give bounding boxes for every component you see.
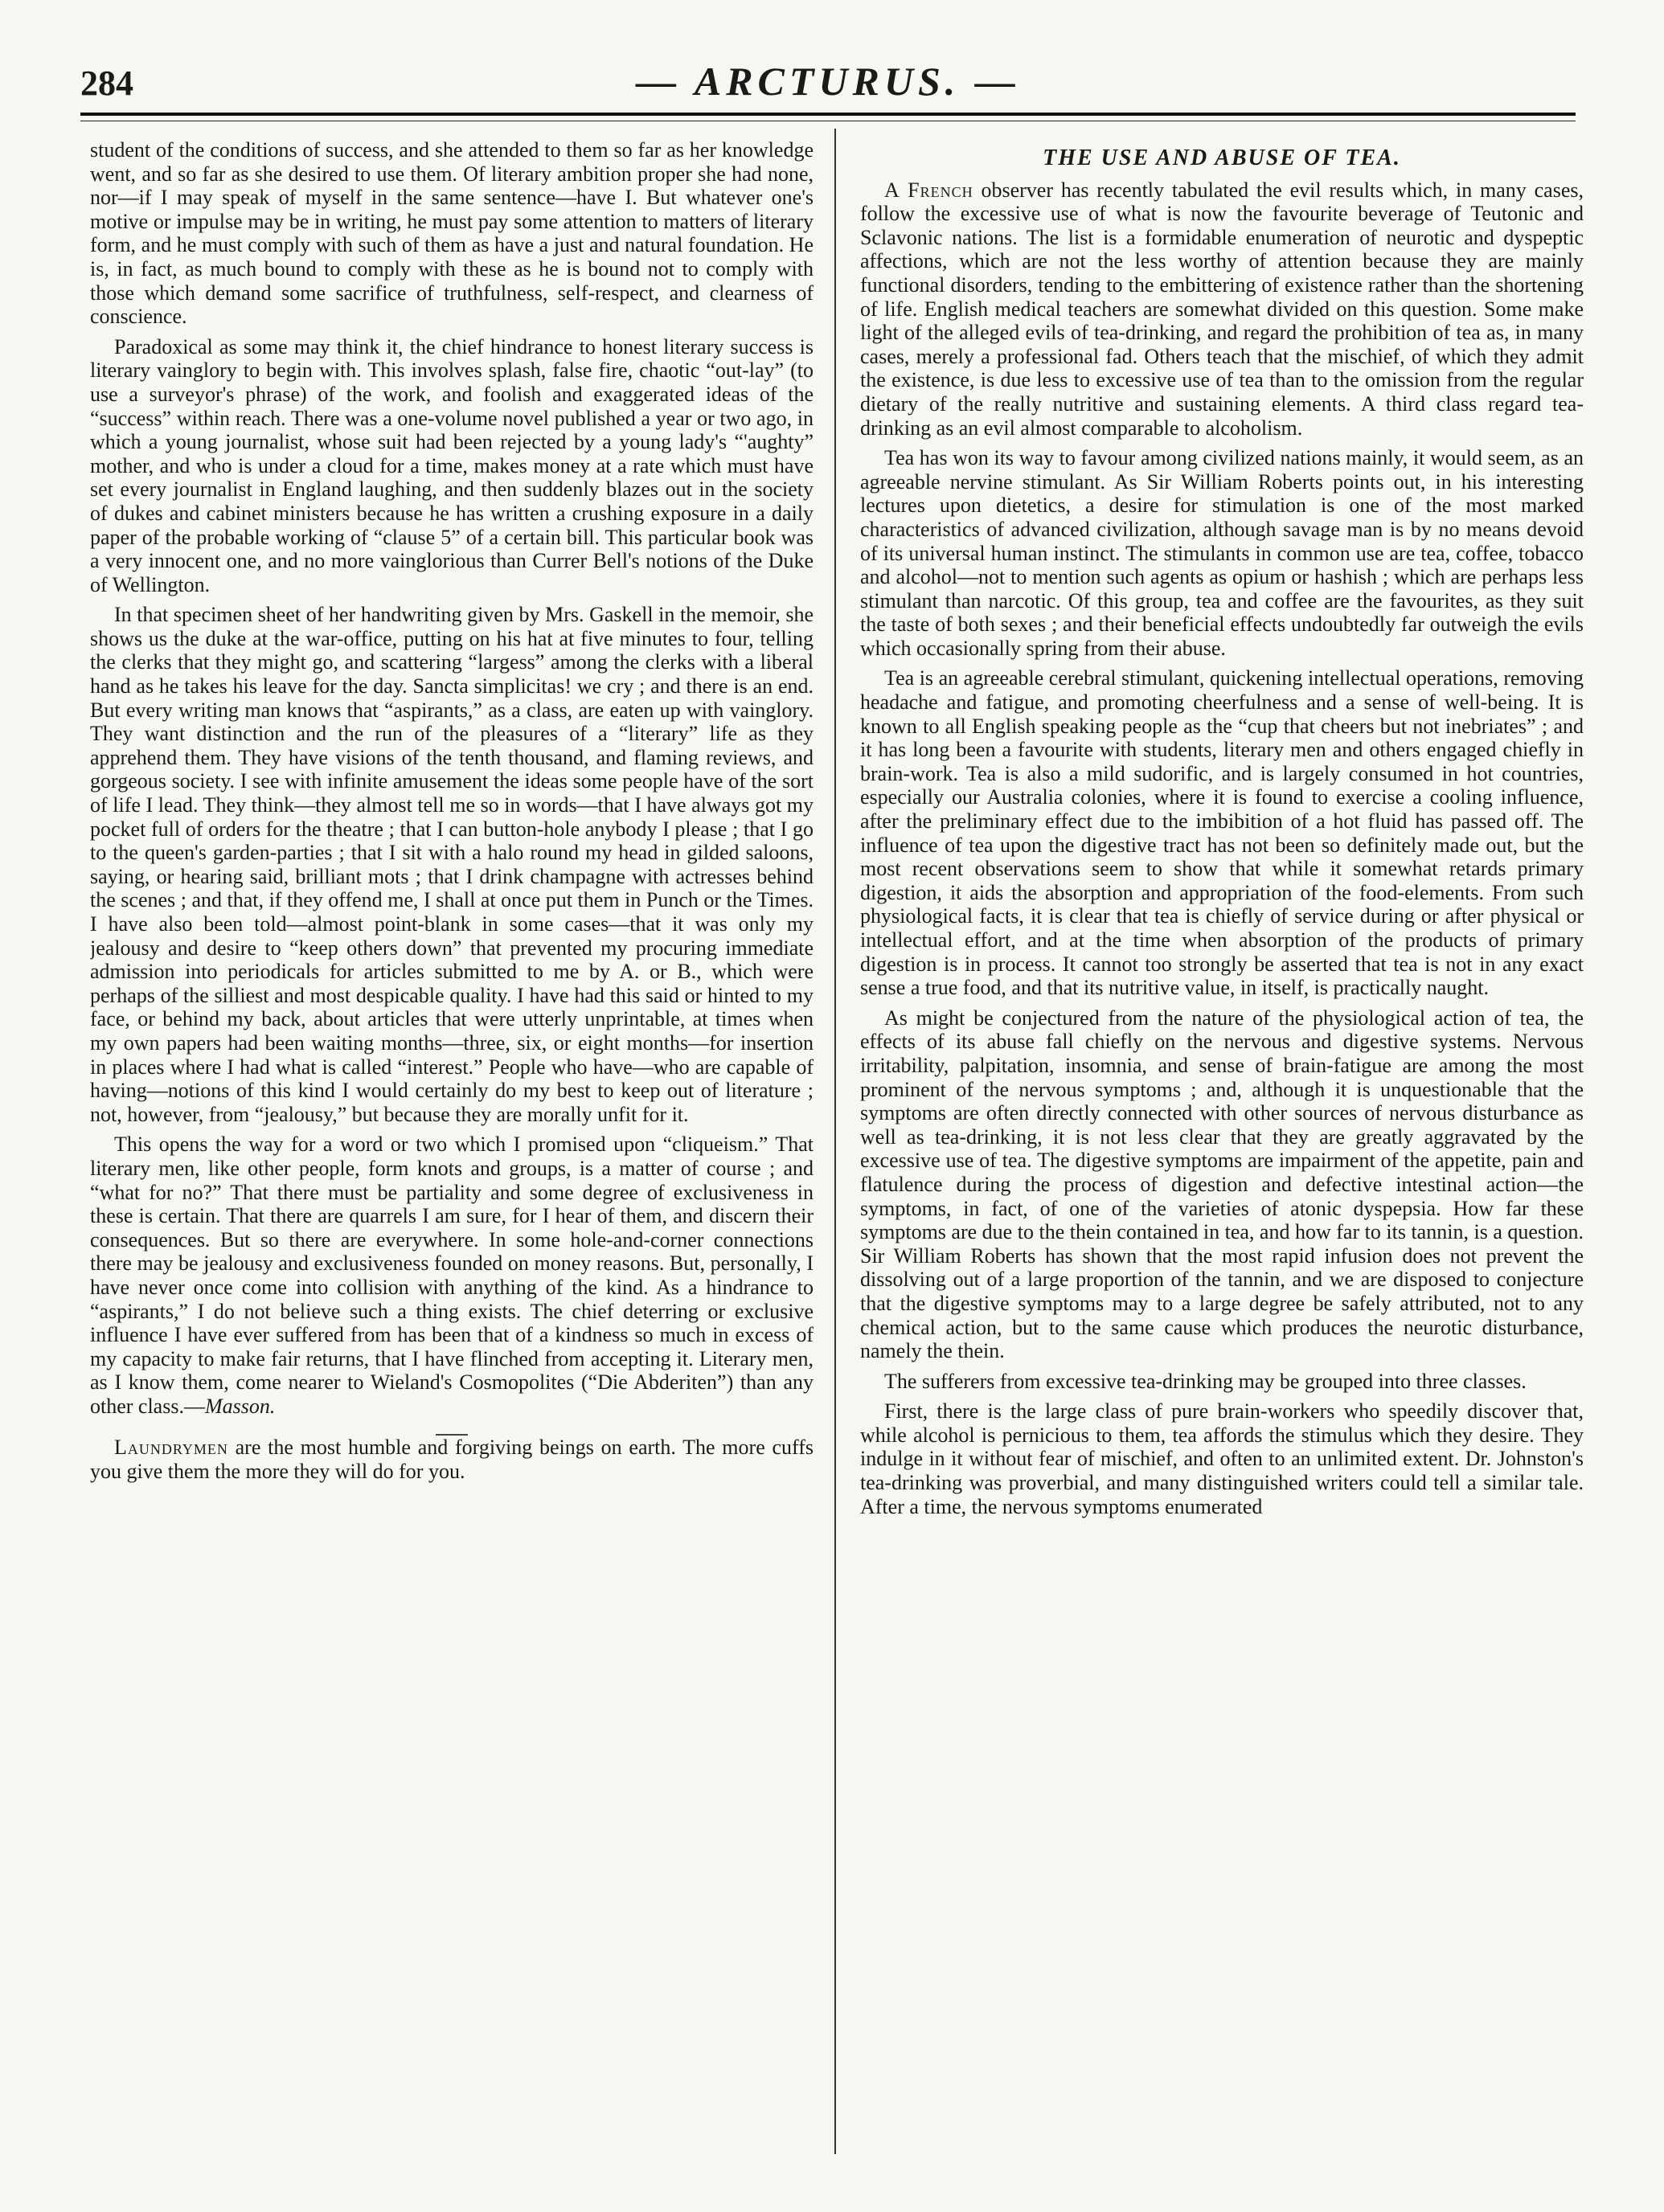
left-column — [90, 138, 814, 2180]
source-attribution: Masson. — [204, 1394, 276, 1418]
paragraph: Paradoxical as some may think it, the chief hindrance to honest literary success is literary vainglory to begin with. This involves splash, false fire, chaotic “out-lay” (to use a surveyor's phrase) of the work, and foolish and exaggerated ideas of the “success” within reach. There was a one-volume novel published a year or two ago, in which a young journalist, whose suit had been rejected by a young lady's “'aughty” mother, and who is under a cloud for a time, makes money at a rate which must have set every journalist in England laughing, and then suddenly blazes out in the society of dukes and cabinet ministers because he has written a crushing exposure in a daily paper of the probable working of “clause 5” of a certain bill. This particular book was a very innocent one, and no more vainglorious than Currer Bell's notions of the Duke of Wellington. — [90, 334, 814, 596]
magazine-title: ARCTURUS. — [694, 59, 961, 104]
page-number: 284 — [80, 63, 133, 103]
article-title: THE USE AND ABUSE OF TEA. — [1043, 145, 1401, 170]
paragraph: Tea is an agreeable cerebral stimulant, quickening intellectual operations, removing headache and fatigue, and promoting cheerfulness and a sense of well-being. It is known to all English speaking people as the “cup that cheers but not inebriates” ; and it has long been a favourite with students, literary men and others engaged chiefly in brain-work. Tea is also a mild sudorific, and is largely consumed in hot countries, especially our Australia colonies, where it is found to exercise a cooling influence, after the preliminary effect due to the imbibition of a hot fluid has passed off. The influence of tea upon the digestive tract has not been so definitely made out, but the most recent observations seem to show that while it somewhat retards primary digestion, it aids the absorption and appropriation of the food-elements. From such physiological facts, it is clear that tea is chiefly of service during or after physical or intellectual effort, and at the time when absorption of the products of primary digestion is in process. It cannot too strongly be asserted that tea is not in any exact sense a true food, and that its nutritive value, in itself, is practically naught. — [860, 666, 1584, 1000]
paragraph: student of the conditions of success, and she attended to them so far as her knowledge went, and so far as she desired to use them. Of literary ambition proper she had none, nor—if I may speak of myself in the same sentence—have I. But whatever one's motive or impulse may be in writing, he must pay some attention to matters of literary form, and he must comply with such of them as have a just and natural foundation. He is, in fact, as much bound to comply with these as he is bound not to comply with those which demand some sacrifice of truthfulness, self-respect, and clearness of conscience. — [90, 138, 814, 329]
page-header — [80, 55, 1576, 127]
header-rule — [80, 113, 1576, 116]
paragraph: First, there is the large class of pure brain-workers who speedily discover that, while alcohol is pernicious to them, tea affords the stimulus which they desire. They indulge in it without fear of mischief, and often to an unlimited extent. Dr. Johnston's tea-drinking was proverbial, and many distinguished writers could tell a similar tale. After a time, the nervous symptoms enumerated — [860, 1399, 1584, 1518]
paragraph-text: observer has recently tabulated the evil results which, in many cases, follow the excessive use of what is now the favourite beverage of Teutonic and Sclavonic nations. The list is a formidable enumeration of neurotic and dyspeptic affections, which are not the less worthy of attention because they are mainly functional disorders, tending to the embittering of existence rather than the shortening of life. English medical teachers are somewhat divided on this question. Some make light of the alleged evils of tea-drinking, and regard the prohibition of tea as, in many cases, merely a professional fad. Others teach that the mischief, of which they admit the existence, is due less to excessive use of tea than to the omission from the regular dietary of the really nutritive and sustaining elements. A third class regard tea-drinking as an evil almost comparable to alcoholism. — [860, 178, 1584, 440]
paragraph: Tea has won its way to favour among civilized nations mainly, it would seem, as an agreeable nervine stimulant. As Sir William Roberts points out, in his interesting lectures upon dietetics, a desire for stimulation is one of the most marked characteristics of advanced civilization, although savage man is by no means devoid of its universal human instinct. The stimulants in common use are tea, coffee, tobacco and alcohol—not to mention such agents as opium or hashish ; which are perhaps less stimulant than narcotic. Of this group, tea and coffee are the favourites, as they suit the taste of both sexes ; and their beneficial effects undoubtedly far outweigh the evils which occasionally spring from their abuse. — [860, 446, 1584, 660]
short-item-text: are the most humble and forgiving beings on earth. The more cuffs you give them the more they will do for you. — [90, 1436, 814, 1484]
running-title: — ARCTURUS. — — [636, 59, 1020, 104]
right-column — [860, 138, 1584, 2180]
lead-word: A French — [884, 178, 973, 202]
paragraph — [90, 1133, 814, 1418]
short-item-lead: Laundrymen — [114, 1436, 228, 1460]
paragraph-text: This opens the way for a word or two which I promised upon “cliqueism.” That literary men, like other people, form knots and groups, is a matter of course ; and “what for no?” That there must be partiality and some degree of exclusiveness in these is certain. That there are quarrels I am sure, for I hear of them, and discern their consequences. But so there are everywhere. In some hole-and-corner connections there may be jealousy and exclusiveness founded on money reasons. But, personally, I have never once come into collision with anything of the kind. As a hindrance to “aspirants,” I do not believe such a thing exists. The chief deterring or exclusive influence I have ever suffered from has been that of a kindness so much in excess of my capacity to make fair returns, that I have flinched from accepting it. Literary men, as I know them, come nearer to Wieland's Cosmopolites (“Die Abderiten”) than any other class.— — [90, 1133, 814, 1418]
paragraph: The sufferers from excessive tea-drinking may be grouped into three classes. — [884, 1369, 1527, 1393]
short-item — [90, 1436, 814, 1483]
paragraph: In that specimen sheet of her handwriting given by Mrs. Gaskell in the memoir, she shows us the duke at the war-office, putting on his hat at five minutes to four, telling the clerks that they might go, and scattering “largess” among the clerks with a liberal hand as he takes his leave for the day. Sancta simplicitas! we cry ; and there is an end. But every writing man knows that “aspirants,” as a class, are eaten up with vainglory. They want distinction and the run of the pleasures of a “literary” life as they apprehend them. They have visions of the tenth thousand, and flaming reviews, and gorgeous society. I see with infinite amusement the ideas some people have of the sort of life I lead. They think—they almost tell me so in words—that I have always got my pocket full of orders for the theatre ; that I can button-hole anybody I please ; that I go to the queen's garden-parties ; that I sit with a halo round my head in gilded saloons, saying, or hearing said, brilliant mots ; that I drink champagne with actresses behind the scenes ; and that, if they offend me, I shall at once put them in Punch or the Times. I have also been told—almost point-blank in some cases—that it was only my jealousy and desire to “keep others down” that prevented my procuring immediate admission into periodicals for articles submitted to me by A. or B., which were perhaps of the silliest and most despicable quality. I have had this said or hinted to my face, or behind my back, about articles that were utterly unprintable, at times when my own papers had been waiting months—three, six, or eight months—for insertion in places where I had what is called “interest.” People who have—who are capable of having—notions of this kind I would certainly do my best to keep out of literature ; not, however, from “jealousy,” but because they are morally unfit for it. — [90, 603, 814, 1126]
column-divider — [834, 129, 836, 2154]
paragraph — [860, 178, 1584, 440]
paragraph: As might be conjectured from the nature of the physiological action of tea, the effects of its abuse fall chiefly on the nervous and digestive systems. Nervous irritability, palpitation, insomnia, and sense of brain-fatigue are among the most prominent of the nervous symptoms ; and, although it is unquestionable that the symptoms are often directly connected with other sources of nervous disturbance as well as tea-drinking, it is not less clear that they are greatly aggravated by the excessive use of tea. The digestive symptoms are impairment of the appetite, pain and flatulence during the process of digestion and defective intestinal action—the symptoms, in fact, of one of the varieties of atonic dyspepsia. How far these symptoms are due to the thein contained in tea, and how far to its tannin, is a question. Sir William Roberts has shown that the most rapid infusion does not prevent the dissolving out of a large proportion of the tannin, and we are disposed to conjecture that the digestive symptoms may to a large degree be safely attributed, not to any chemical action, but to the same cause which produces the neurotic disturbance, namely the thein. — [860, 1006, 1584, 1363]
